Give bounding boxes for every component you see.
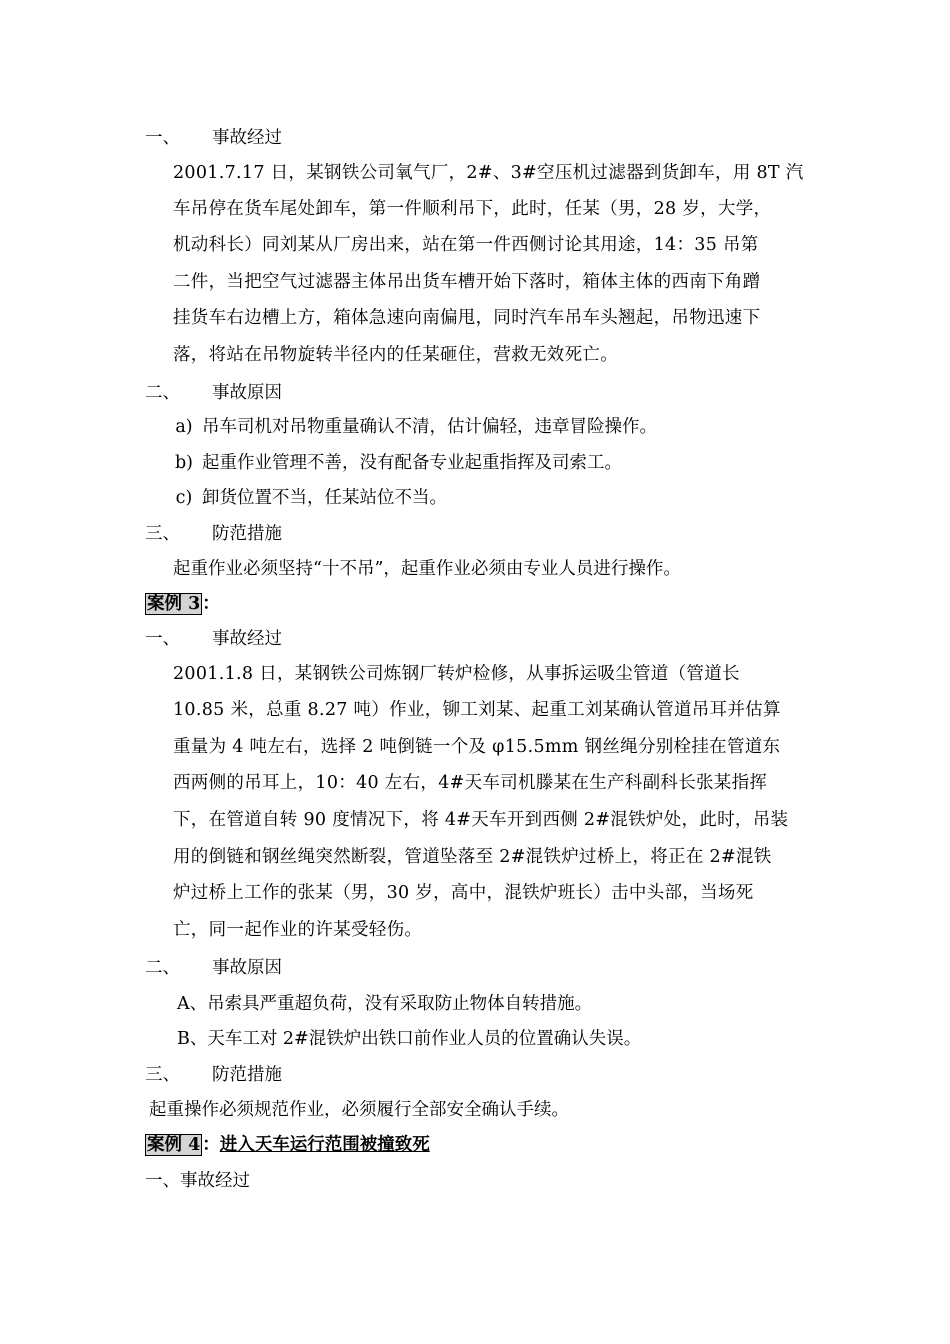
section-title: 事故原因 bbox=[212, 383, 282, 403]
paragraph-line: 下，在管道自转 90 度情况下，将 4#天车开到西侧 2#混铁炉处，此时，吊装 bbox=[173, 810, 789, 830]
case-heading bbox=[145, 592, 220, 616]
list-marker: b) bbox=[174, 453, 194, 473]
section-number: 三、 bbox=[145, 1065, 180, 1085]
paragraph-line: 炉过桥上工作的张某（男，30 岁，高中，混铁炉班长）击中头部，当场死 bbox=[173, 883, 754, 903]
section-number: 一、 bbox=[145, 629, 180, 649]
paragraph-line: 亡，同一起作业的许某受轻伤。 bbox=[173, 920, 423, 940]
section-number: 一、 bbox=[145, 128, 180, 148]
case-heading bbox=[145, 1133, 430, 1157]
section-title: 事故经过 bbox=[212, 128, 282, 148]
section-heading: 一、事故经过 bbox=[145, 1171, 250, 1191]
section-number: 二、 bbox=[145, 958, 180, 978]
section-heading bbox=[145, 627, 282, 651]
section-title: 防范措施 bbox=[212, 1065, 282, 1085]
section-heading bbox=[145, 956, 282, 980]
paragraph-line: 10.85 米，总重 8.27 吨）作业，铆工刘某、起重工刘某确认管道吊耳并估算 bbox=[173, 700, 781, 720]
list-marker: c) bbox=[175, 488, 193, 508]
list-text: 起重作业管理不善，没有配备专业起重指挥及司索工。 bbox=[202, 453, 622, 473]
case-colon: ： bbox=[202, 1135, 220, 1155]
list-item bbox=[166, 486, 447, 510]
list-item: B、天车工对 2#混铁炉出铁口前作业人员的位置确认失误。 bbox=[177, 1029, 642, 1049]
paragraph-line: 用的倒链和钢丝绳突然断裂，管道坠落至 2#混铁炉过桥上，将正在 2#混铁 bbox=[173, 847, 772, 867]
list-item: A、吊索具严重超负荷，没有采取防止物体自转措施。 bbox=[177, 994, 593, 1014]
list-text: 卸货位置不当，任某站位不当。 bbox=[202, 488, 447, 508]
section-number: 三、 bbox=[145, 524, 180, 544]
paragraph-line: 重量为 4 吨左右，选择 2 吨倒链一个及 φ15.5mm 钢丝绳分别栓挂在管道东 bbox=[173, 737, 781, 757]
section-heading bbox=[145, 522, 282, 546]
section-heading bbox=[145, 381, 282, 405]
list-text: 吊车司机对吊物重量确认不清，估计偏轻，违章冒险操作。 bbox=[202, 417, 657, 437]
paragraph-line: 2001.1.8 日，某钢铁公司炼钢厂转炉检修，从事拆运吸尘管道（管道长 bbox=[173, 664, 740, 684]
case-tag: 案例 3 bbox=[147, 594, 201, 614]
paragraph-line: 落，将站在吊物旋转半径内的任某砸住，营救无效死亡。 bbox=[173, 345, 618, 365]
list-item bbox=[166, 451, 622, 475]
paragraph-line: 起重作业必须坚持“十不吊”，起重作业必须由专业人员进行操作。 bbox=[173, 559, 681, 579]
paragraph-line: 挂货车右边槽上方，箱体急速向南偏甩，同时汽车吊车头翘起，吊物迅速下 bbox=[173, 308, 761, 328]
case-title: 进入天车运行范围被撞致死 bbox=[219, 1135, 430, 1155]
paragraph-line: 机动科长）同刘某从厂房出来，站在第一件西侧讨论其用途，14：35 吊第 bbox=[173, 235, 759, 255]
section-heading bbox=[145, 1063, 282, 1087]
list-marker: a) bbox=[175, 417, 193, 437]
section-title: 事故经过 bbox=[212, 629, 282, 649]
section-title: 事故原因 bbox=[212, 958, 282, 978]
paragraph-line: 2001.7.17 日，某钢铁公司氧气厂，2#、3#空压机过滤器到货卸车，用 8T 汽 bbox=[173, 163, 804, 183]
paragraph-line: 二件，当把空气过滤器主体吊出货车槽开始下落时，箱体主体的西南下角蹭 bbox=[173, 272, 761, 292]
paragraph-line: 车吊停在货车尾处卸车，第一件顺利吊下，此时，任某（男，28 岁，大学， bbox=[173, 199, 772, 219]
case-tag: 案例 4 bbox=[147, 1135, 201, 1155]
section-title: 防范措施 bbox=[212, 524, 282, 544]
paragraph-line: 起重操作必须规范作业，必须履行全部安全确认手续。 bbox=[149, 1100, 569, 1120]
section-number: 二、 bbox=[145, 383, 180, 403]
paragraph-line: 西两侧的吊耳上，10：40 左右，4#天车司机滕某在生产科副科长张某指挥 bbox=[173, 773, 768, 793]
case-colon: ： bbox=[202, 594, 220, 614]
section-heading bbox=[145, 126, 282, 150]
list-item bbox=[166, 415, 657, 439]
